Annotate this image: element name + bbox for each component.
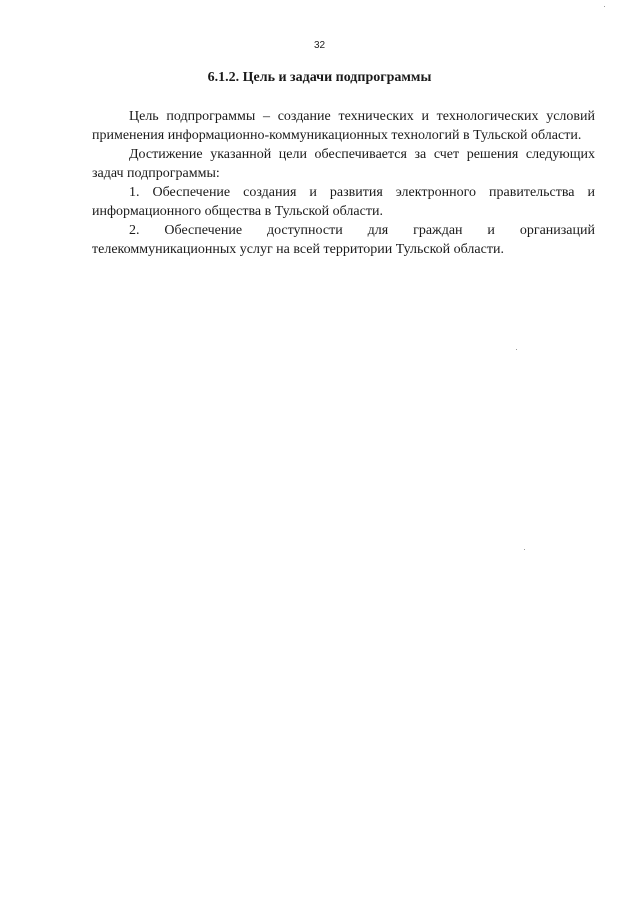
scan-speck [516,349,517,350]
document-body [92,107,595,259]
paragraph-tasks-intro: Достижение указанной цели обеспечивается за счет решения следующих задач подпрограммы: [92,147,595,181]
section-heading: 6.1.2. Цель и задачи подпрограммы [207,70,432,85]
list-item-task-1: 1. Обеспечение создания и развития электронного правительства и информационного общества в Тульской области. [92,185,595,219]
page-number: 32 [313,40,326,51]
scan-speck [604,6,605,7]
scan-speck [524,549,525,550]
paragraph-goal: Цель подпрограммы – создание технических и технологических условий применения информационно-коммуникационных технологий в Тульской области. [92,109,595,143]
list-item-task-2: 2. Обеспечение доступности для граждан и организаций телекоммуникационных услуг на всей территории Тульской области. [92,223,595,257]
